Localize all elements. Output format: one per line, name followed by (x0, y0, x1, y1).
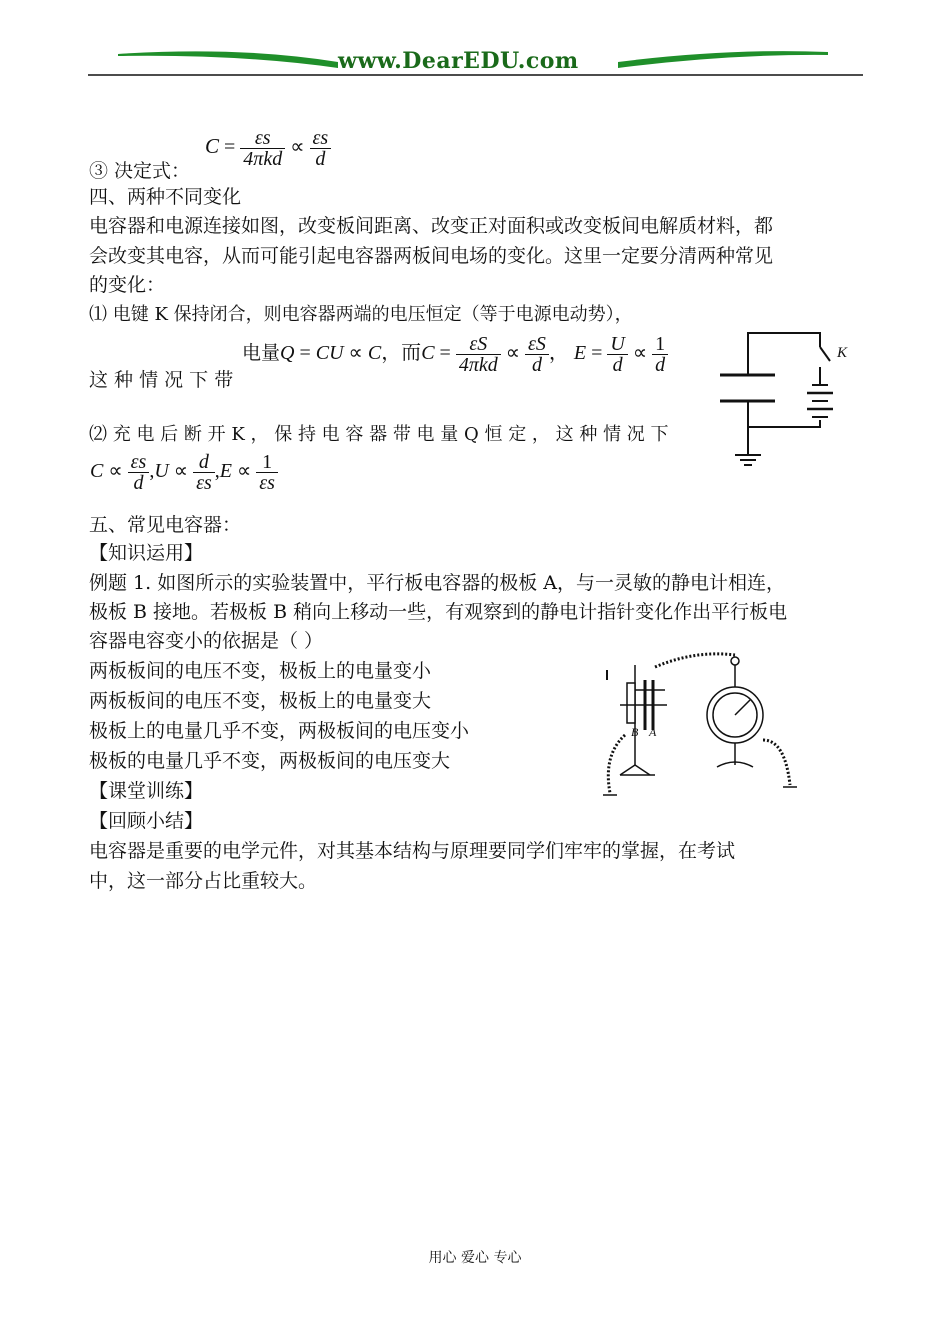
case2-line1: ⑵ 充 电 后 断 开 K ， 保 持 电 容 器 带 电 量 Q 恒 定 ， 这 种 情 况 下 (89, 424, 669, 445)
case1-line1: ⑴ 电键 K 保持闭合，则电容器两端的电压恒定（等于电源电动势）， (89, 304, 633, 325)
training-title: 【课堂训练】 (89, 780, 204, 802)
example-line1: 例题 1. 如图所示的实验装置中，平行板电容器的极板 A，与一灵敏的静电计相连， (89, 572, 785, 594)
summary-line1: 电容器是重要的电学元件，对其基本结构与原理要同学们牢牢的掌握，在考试 (89, 840, 736, 862)
option-line: 极板的电量几乎不变，两极板间的电压变大 (89, 750, 451, 772)
section4-title: 四、两种不同变化 (89, 186, 242, 208)
para1-line3: 的变化： (89, 274, 166, 296)
example-line3: 容器电容变小的依据是（ ） (89, 630, 324, 652)
decision-formula: C = $\frac{\varepsilon s}{\text{4πkd}}$ ∝ $\frac{\varepsilon s}{d}$ (205, 128, 331, 169)
header-logo-text[interactable]: www.DearEDU.com (338, 48, 579, 74)
apparatus-label-a: A (649, 725, 657, 739)
header-banner (88, 40, 863, 80)
para1-line2: 会改变其电容，从而可能引起电容器两板间电场的变化。这里一定要分清两种常见 (89, 245, 774, 267)
case1-formula: 电量Q = CU ∝ C，而C = $\frac{\varepsilon S}{\text{4πkd}}$ ∝ $\frac{\varepsilon S}{d}$ ， E = $\frac{U}{d}$ ∝ $\frac{1}{d}$ (242, 334, 668, 375)
option-line: 两板板间的电压不变，极板上的电量变小 (89, 660, 432, 682)
apparatus-figure (595, 645, 805, 805)
circuit-label-k: K (837, 345, 848, 361)
review-title: 【回顾小结】 (89, 810, 204, 832)
page-footer: 用心 爱心 专心 (428, 1250, 522, 1266)
case2-formula: C ∝ $\frac{\varepsilon s}{d}$ ,U ∝ $\frac{d}{\varepsilon s}$ ,E ∝ $\frac{1}{\varepsilon s}$ (90, 452, 278, 493)
section5-title: 五、常见电容器： (89, 514, 242, 536)
option-line: 两板板间的电压不变，极板上的电量变大 (89, 690, 432, 712)
option-line: 极板上的电量几乎不变，两极板间的电压变小 (89, 720, 470, 742)
summary-line2: 中，这一部分占比重较大。 (89, 870, 318, 892)
case1-line2-prefix: 这 种 情 况 下 带 (89, 369, 234, 391)
para1-line1: 电容器和电源连接如图，改变板间距离、改变正对面积或改变板间电解质材料，都 (89, 215, 774, 237)
section3-label: ③ 决定式： (89, 160, 191, 182)
example-line2: 极板 B 接地。若极板 B 稍向上移动一些，有观察到的静电计指针变化作出平行板电 (89, 601, 788, 623)
knowledge-title: 【知识运用】 (89, 542, 204, 564)
apparatus-label-b: B (631, 725, 639, 739)
circuit-diagram (715, 325, 855, 475)
